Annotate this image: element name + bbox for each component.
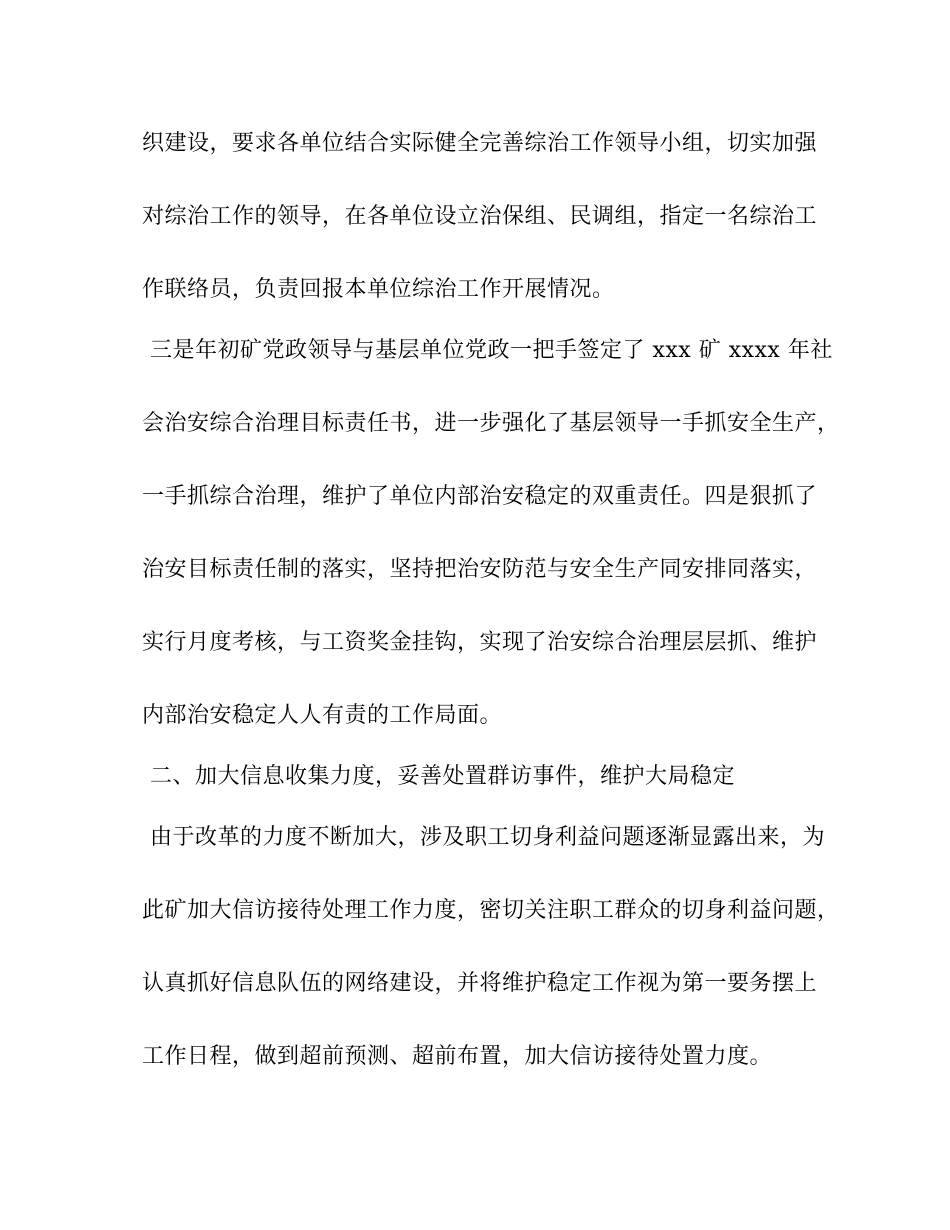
paragraph-line: 由于改革的力度不断加大，涉及职工切身利益问题逐渐显露出来，为 — [150, 825, 826, 850]
paragraph-line: 内部治安稳定人人有责的工作局面。 — [142, 703, 503, 728]
paragraph-line: 工作日程，做到超前预测、超前布置，加大信访接待处置力度。 — [142, 1044, 773, 1069]
paragraph-line: 三是年初矿党政领导与基层单位党政一把手签定了 xxx 矿 xxxx 年社 — [150, 338, 833, 363]
paragraph-line: 实行月度考核，与工资奖金挂钩，实现了治安综合治理层层抓、维护 — [142, 630, 818, 655]
paragraph-line: 认真抓好信息队伍的网络建设，并将维护稳定工作视为第一要务摆上 — [142, 971, 818, 996]
paragraph-line: 治安目标责任制的落实，坚持把治安防范与安全生产同安排同落实， — [142, 557, 818, 582]
paragraph-line: 作联络员，负责回报本单位综治工作开展情况。 — [142, 277, 615, 302]
paragraph-line: 此矿加大信访接待处理工作力度，密切关注职工群众的切身利益问题， — [142, 898, 840, 923]
paragraph-line: 会治安综合治理目标责任书，进一步强化了基层领导一手抓安全生产， — [142, 411, 840, 436]
paragraph-line: 一手抓综合治理，维护了单位内部治安稳定的双重责任。四是狠抓了 — [142, 484, 818, 509]
paragraph-line: 织建设，要求各单位结合实际健全完善综治工作领导小组，切实加强 — [142, 131, 818, 156]
section-heading: 二、加大信息收集力度，妥善处置群访事件，维护大局稳定 — [150, 764, 736, 789]
paragraph-line: 对综治工作的领导，在各单位设立治保组、民调组，指定一名综治工 — [142, 204, 818, 229]
